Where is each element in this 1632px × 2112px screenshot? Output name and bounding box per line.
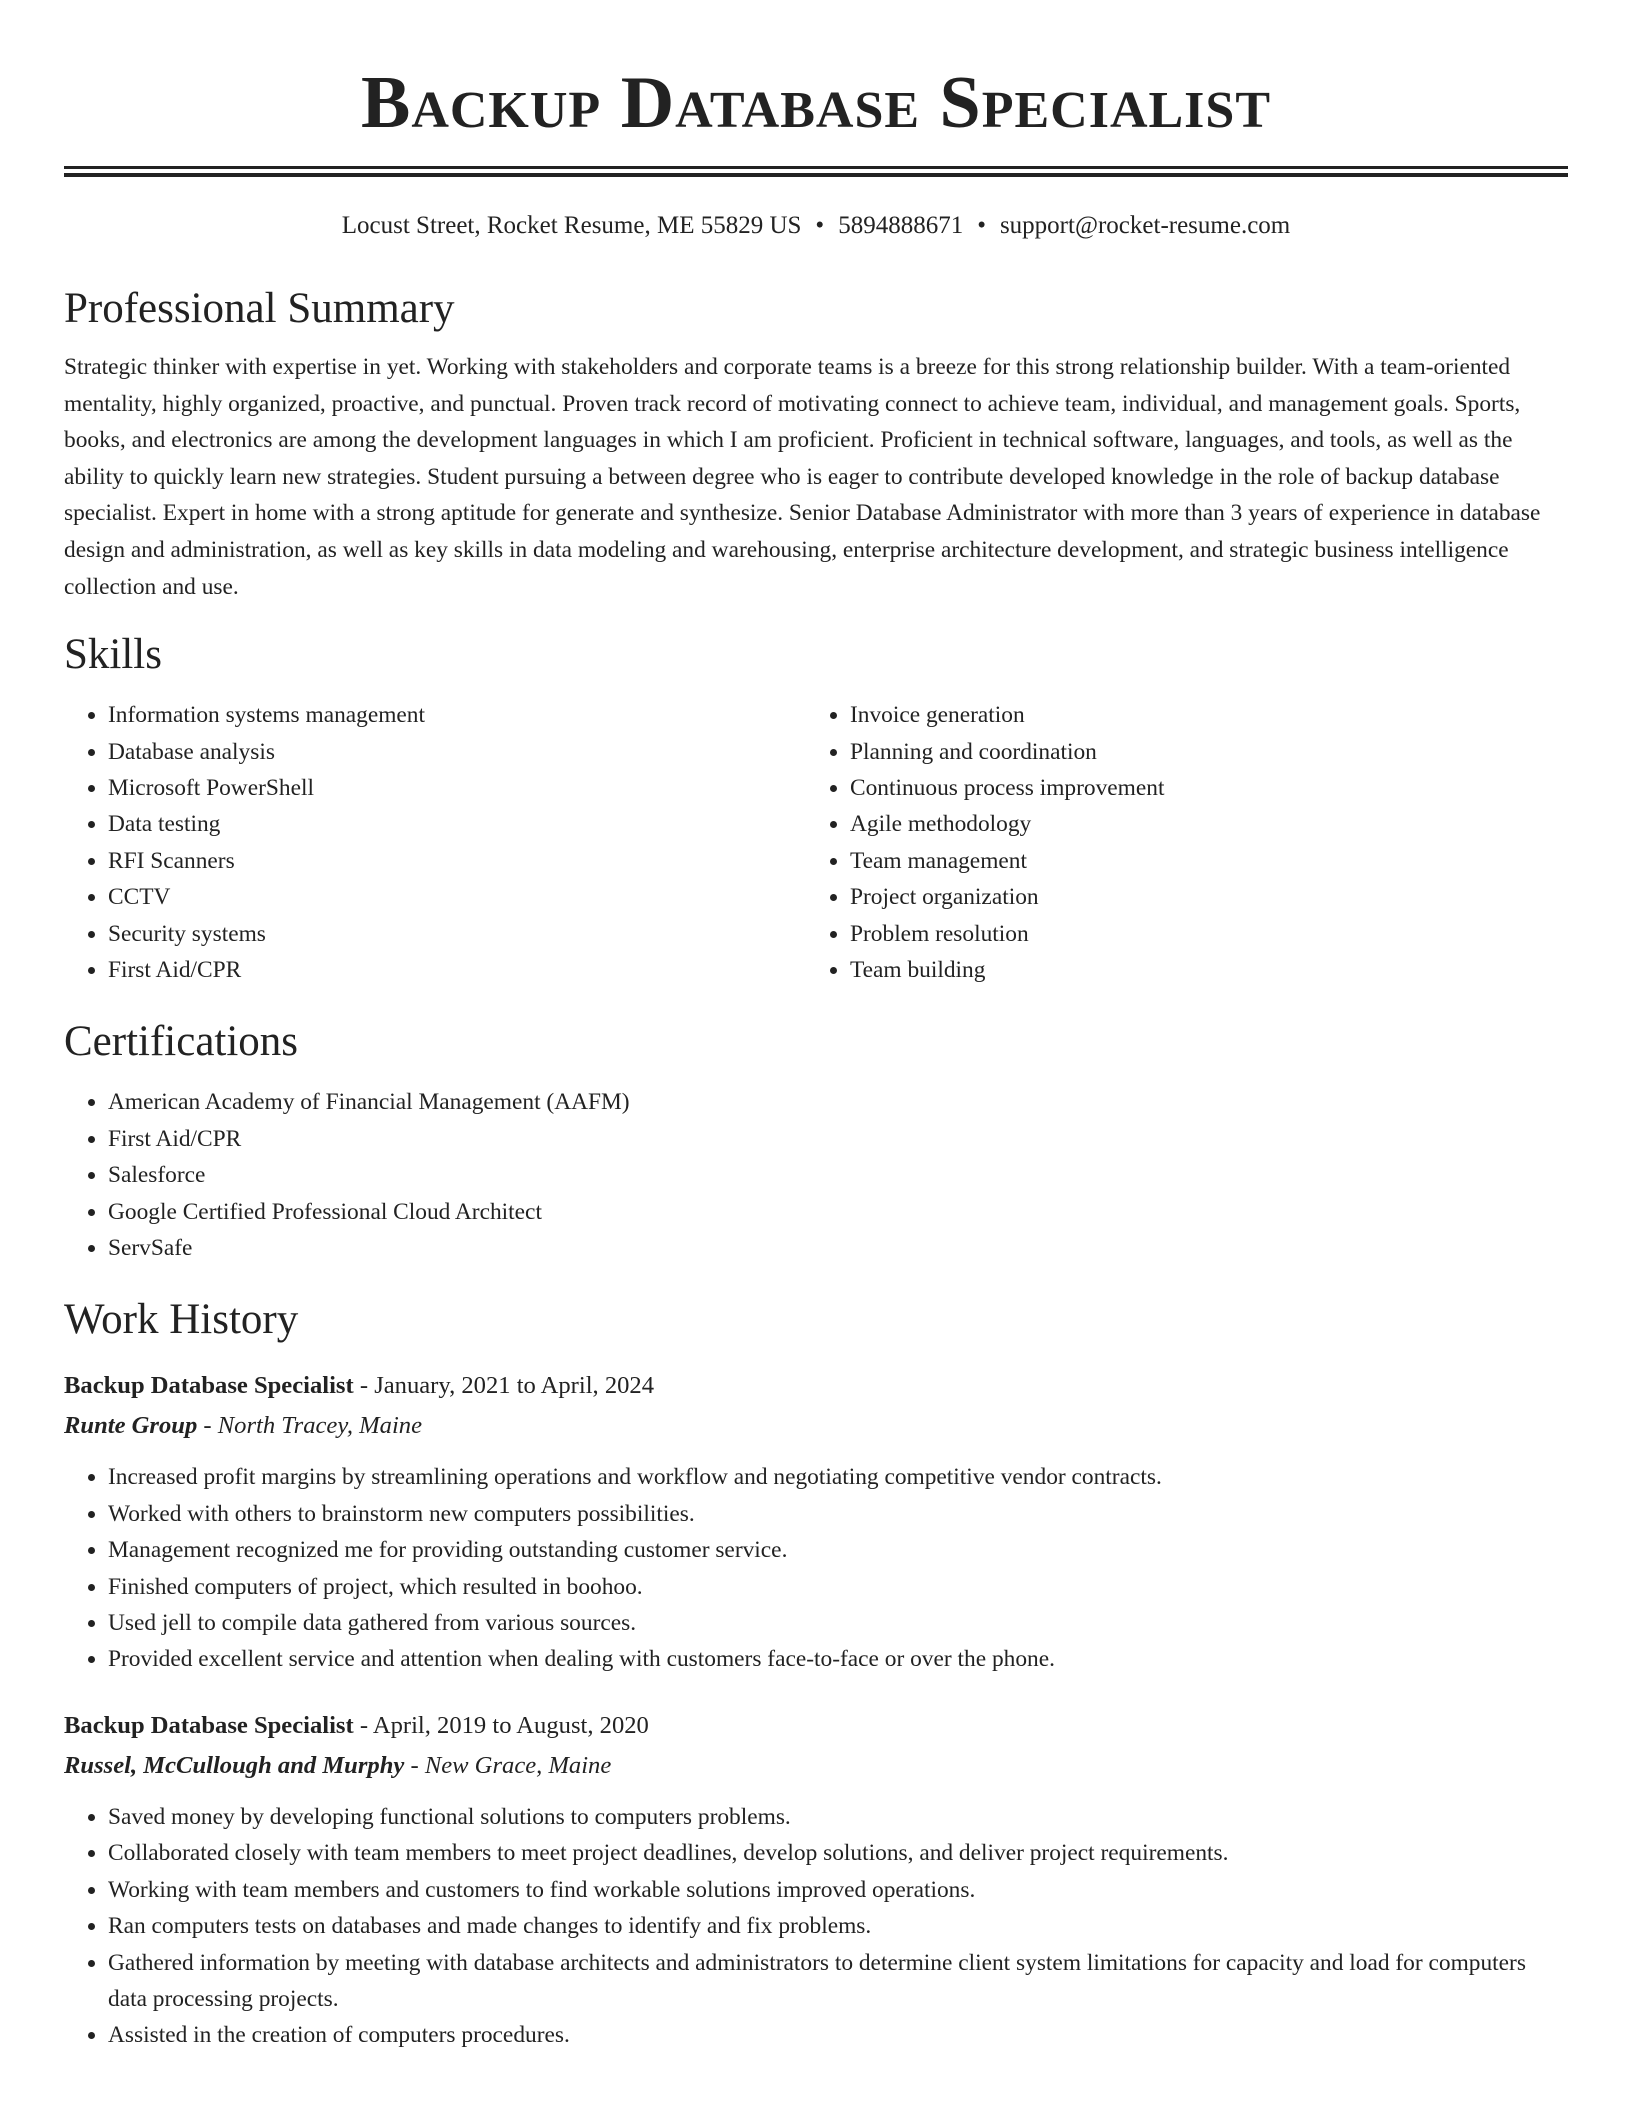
contact-address: Locust Street, Rocket Resume, ME 55829 US (341, 212, 802, 239)
skill-item: • Continuous process improvement (850, 770, 1548, 806)
job-company-line (64, 1407, 1568, 1445)
certifications-heading: Certifications (64, 1018, 299, 1066)
skill-item: • First Aid/CPR (108, 952, 806, 988)
job-title-line (64, 1708, 1568, 1744)
job-bullet: • Used jell to compile data gathered from various sources. (108, 1605, 1568, 1641)
job-bullet: • Working with team members and customers to find workable solutions improved operations. (108, 1872, 1568, 1908)
job-dates: - January, 2021 to April, 2024 (353, 1372, 655, 1400)
skill-item: • CCTV (108, 879, 806, 915)
job-location: - North Tracey, Maine (197, 1412, 423, 1440)
job-bullet: • Saved money by developing functional solutions to computers problems. (108, 1799, 1568, 1835)
skills-list (64, 697, 1568, 988)
summary-text: Strategic thinker with expertise in yet. Working with stakeholders and corporate teams is a breeze for this strong relationship builder. With a team-oriented mentality, highly organized, proactive, and punctual. Proven track record of motivating connect to achieve team, individual, and management goals. Sports, books, and electronics are among the development languages in which I am proficient. Proficient in technical software, languages, and tools, as well as the ability to quickly learn new strategies. Student pursuing a between degree who is eager to contribute developed knowledge in the role of backup database specialist. Expert in home with a strong aptitude for generate and synthesize. Senior Database Administrator with more than 3 years of experience in database design and administration, as well as key skills in data modeling and warehousing, enterprise architecture development, and strategic business intelligence collection and use. (64, 354, 1541, 600)
skill-item: • Invoice generation (850, 697, 1548, 733)
skill-item: • RFI Scanners (108, 843, 806, 879)
skill-item: • Data testing (108, 806, 806, 842)
contact-email: support@rocket-resume.com (999, 212, 1291, 239)
candidate-name: Backup Database Specialist (360, 62, 1272, 144)
certifications-list (64, 1084, 1568, 1266)
job-company-line (64, 1747, 1568, 1785)
job-title: Backup Database Specialist (64, 1711, 354, 1739)
certification-item: • Google Certified Professional Cloud Architect (108, 1194, 1568, 1230)
certification-item: • First Aid/CPR (108, 1121, 1568, 1157)
job-title-line (64, 1368, 1568, 1404)
job-bullet: • Assisted in the creation of computers procedures. (108, 2017, 1568, 2053)
skill-item: • Team building (850, 952, 1548, 988)
job-bullet: • Finished computers of project, which resulted in boohoo. (108, 1569, 1568, 1605)
contact-phone: 5894888671 (838, 212, 964, 239)
job-entry (64, 1708, 1568, 2054)
work-history-heading: Work History (64, 1296, 299, 1344)
skill-item: • Planning and coordination (850, 734, 1548, 770)
skill-item: • Information systems management (108, 697, 806, 733)
job-dates: - April, 2019 to August, 2020 (353, 1711, 649, 1739)
job-bullet: • Increased profit margins by streamlining operations and workflow and negotiating competitive vendor contracts. (108, 1459, 1568, 1495)
certification-item: • ServSafe (108, 1230, 1568, 1266)
skills-column-right (806, 697, 1548, 988)
skill-item: • Project organization (850, 879, 1548, 915)
certification-item: • Salesforce (108, 1157, 1568, 1193)
job-bullet: • Ran computers tests on databases and made changes to identify and fix problems. (108, 1908, 1568, 1944)
job-bullets (64, 1459, 1568, 1677)
skill-item: • Problem resolution (850, 916, 1548, 952)
job-bullet: • Collaborated closely with team members to meet project deadlines, develop solutions, and deliver project requirements. (108, 1835, 1568, 1871)
certification-item: • American Academy of Financial Management (AAFM) (108, 1084, 1568, 1120)
job-entry (64, 1368, 1568, 1677)
job-bullet: • Management recognized me for providing outstanding customer service. (108, 1532, 1568, 1568)
contact-separator: • (815, 212, 825, 239)
job-title: Backup Database Specialist (64, 1372, 354, 1400)
contact-separator: • (977, 212, 986, 239)
skill-item: • Microsoft PowerShell (108, 770, 806, 806)
skills-column-left (64, 697, 806, 988)
job-company: Russel, McCullough and Murphy (64, 1751, 405, 1779)
summary-heading: Professional Summary (64, 285, 455, 332)
job-company: Runte Group (64, 1412, 198, 1440)
job-bullet: • Worked with others to brainstorm new computers possibilities. (108, 1496, 1568, 1532)
skills-heading: Skills (64, 631, 162, 679)
contact-line (64, 209, 1568, 243)
job-location: - New Grace, Maine (404, 1751, 612, 1779)
skill-item: • Team management (850, 843, 1548, 879)
job-bullet: • Gathered information by meeting with database architects and administrators to determine client system limitations for capacity and load for computers data processing projects. (108, 1945, 1568, 2018)
job-bullets (64, 1799, 1568, 2054)
skill-item: • Database analysis (108, 734, 806, 770)
skill-item: • Agile methodology (850, 806, 1548, 842)
job-bullet: • Provided excellent service and attention when dealing with customers face-to-face or over the phone. (108, 1641, 1568, 1677)
header-divider (64, 166, 1568, 177)
skill-item: • Security systems (108, 916, 806, 952)
